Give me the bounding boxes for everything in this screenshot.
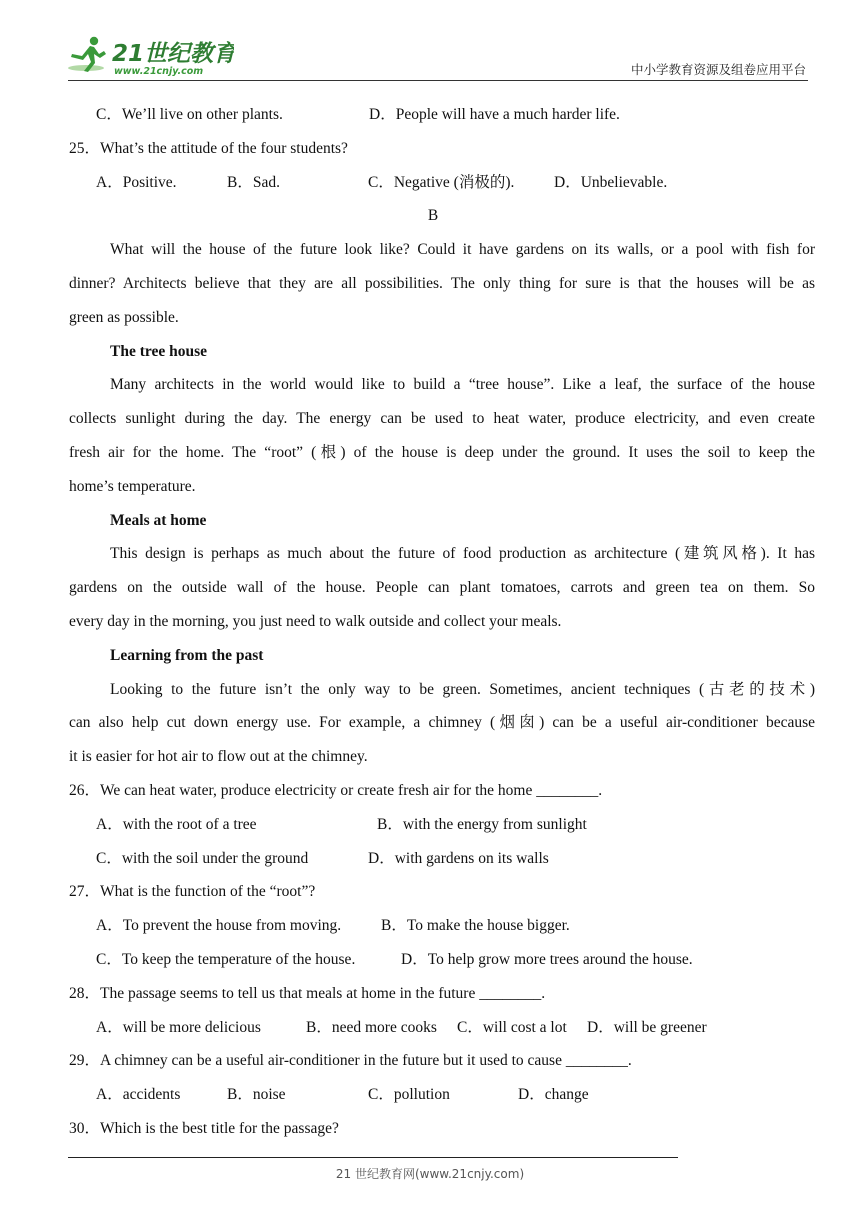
q25-options-row [69, 166, 815, 200]
passage-line: gardens on the outside wall of the house. People can plant tomatoes, carrots and green tea on them. So [69, 579, 815, 597]
q24-option-d: D．People will have a much harder life. [369, 106, 620, 123]
site-logo [64, 34, 234, 78]
passage-line: home’s temperature. [69, 477, 196, 495]
q25-option-b: B．Sad. [227, 173, 280, 191]
q30-stem: 30．Which is the best title for the passage? [69, 1119, 339, 1137]
q29-option-c: C．pollution [368, 1086, 450, 1104]
q24-option-c: C．We’ll live on other plants. [96, 106, 283, 123]
header-divider [68, 80, 808, 81]
passage-tree-house [69, 368, 815, 503]
q29-option-d: D．change [518, 1086, 589, 1104]
q24-options-row [69, 98, 815, 132]
passage-line: it is easier for hot air to flow out at the chimney. [69, 748, 368, 766]
q28-option-c: C．will cost a lot [457, 1018, 567, 1036]
q26-options-row-1 [69, 808, 815, 842]
subheading-meals: Meals at home [110, 511, 207, 529]
passage-line: Looking to the future isn’t the only way to be green. Sometimes, ancient techniques (古老的技术) [110, 680, 815, 698]
runner-logo-icon [64, 34, 234, 78]
q27-stem: 27．What is the function of the “root”? [69, 883, 316, 901]
q27-option-a: A．To prevent the house from moving. [96, 917, 342, 935]
passage-line: Many architects in the world would like to build a “tree house”. Like a leaf, the surface of the house [110, 376, 815, 394]
q27-option-d: D．To help grow more trees around the house. [401, 950, 693, 968]
subheading-past: Learning from the past [110, 646, 264, 664]
passage-intro [69, 233, 815, 334]
footer-divider [68, 1157, 678, 1158]
q27-option-c: C．To keep the temperature of the house. [96, 950, 356, 968]
passage-past [69, 673, 815, 774]
logo-url: www.21cnjy.com [114, 66, 204, 77]
logo-text: 21世纪教育 [112, 41, 234, 67]
passage-line: dinner? Architects believe that they are all possibilities. The only thing for sure is that the houses will be as [69, 274, 815, 292]
header-platform-text: 中小学教育资源及组卷应用平台 [630, 62, 806, 77]
exam-content [69, 98, 815, 1146]
q26-option-b: B．with the energy from sunlight [377, 815, 587, 833]
section-label: B [427, 207, 439, 225]
q26-option-d: D．with gardens on its walls [368, 849, 549, 867]
q25-option-a: A．Positive. [96, 173, 177, 191]
passage-line: This design is perhaps as much about the future of food production as architecture (建筑风格). It has [110, 545, 815, 563]
q28-options-row [69, 1011, 815, 1045]
q29-options-row [69, 1078, 815, 1112]
passage-line: What will the house of the future look like? Could it have gardens on its walls, or a pool with fish for [110, 241, 815, 259]
passage-line: every day in the morning, you just need to walk outside and collect your meals. [69, 612, 562, 630]
passage-line: can also help cut down energy use. For example, a chimney (烟囱) can be a useful air-conditioner because [69, 714, 815, 732]
passage-line: fresh air for the home. The “root” (根) of the house is deep under the ground. It uses the soil to keep the [69, 443, 815, 461]
q28-stem: 28．The passage seems to tell us that meals at home in the future ________. [69, 984, 546, 1002]
passage-line: collects sunlight during the day. The energy can be used to heat water, produce electricity, and even create [69, 410, 815, 428]
passage-line: green as possible. [69, 308, 179, 326]
footer-text: 21 世纪教育网(www.21cnjy.com) [335, 1167, 525, 1181]
q25-stem: 25．What’s the attitude of the four students? [69, 139, 348, 157]
subheading-tree-house: The tree house [110, 342, 208, 360]
q28-option-d: D．will be greener [587, 1018, 707, 1036]
q25-option-c: C．Negative (消极的). [368, 173, 515, 191]
q25-option-d: D．Unbelievable. [554, 173, 668, 191]
q26-option-a: A．with the root of a tree [96, 815, 257, 833]
q29-option-b: B．noise [227, 1086, 286, 1104]
q29-option-a: A．accidents [96, 1086, 181, 1104]
q28-option-a: A．will be more delicious [96, 1018, 261, 1036]
q29-stem: 29．A chimney can be a useful air-conditioner in the future but it used to cause ________. [69, 1052, 632, 1070]
q26-option-c: C．with the soil under the ground [96, 849, 309, 867]
q26-stem: 26．We can heat water, produce electricity or create fresh air for the home ________. [69, 781, 603, 799]
q26-options-row-2 [69, 842, 815, 876]
q27-option-b: B．To make the house bigger. [381, 917, 570, 935]
q27-options-row-2 [69, 943, 815, 977]
q27-options-row-1 [69, 909, 815, 943]
q28-option-b: B．need more cooks [306, 1018, 437, 1036]
passage-meals [69, 537, 815, 638]
